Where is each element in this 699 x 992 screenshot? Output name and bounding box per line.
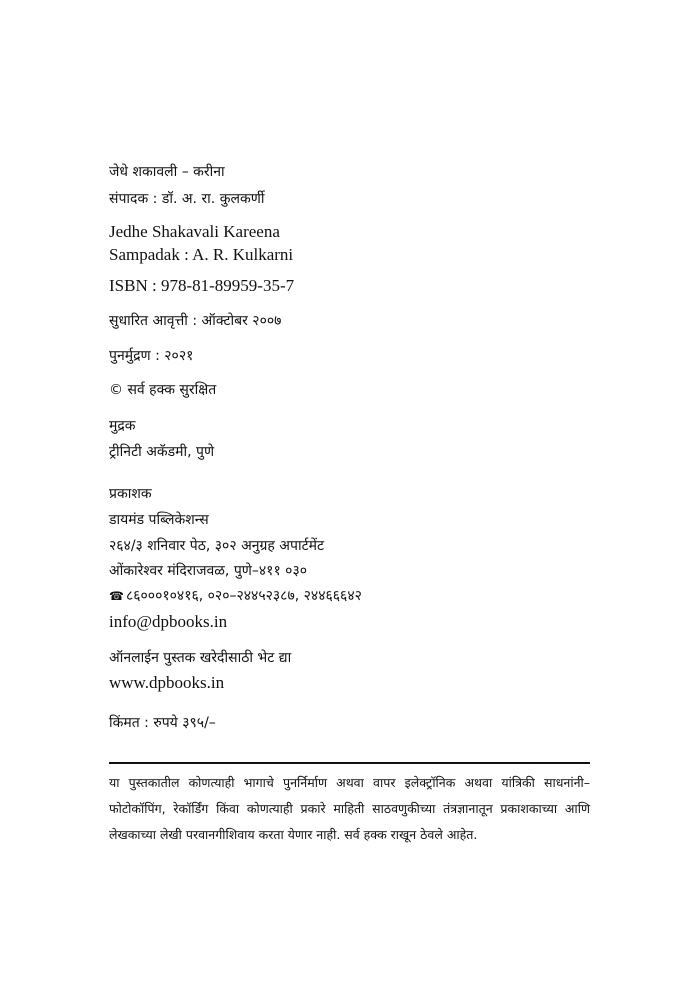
editor-marathi: संपादक : डॉ. अ. रा. कुलकर्णी (109, 191, 265, 207)
copyright-notice: © सर्व हक्क सुरक्षित (109, 382, 217, 398)
title-english: Jedhe Shakavali Kareena (109, 222, 280, 241)
publisher-label: प्रकाशक (109, 486, 152, 502)
divider (109, 762, 590, 764)
online-purchase-label: ऑनलाईन पुस्तक खरेदीसाठी भेट द्या (109, 650, 292, 666)
phone-numbers: ८६०००१०४१६, ०२०–२४४५२३८७, २४४६६६४२ (125, 588, 362, 604)
phone-icon: ☎ (109, 589, 124, 603)
email-link[interactable]: info@dpbooks.in (109, 612, 228, 631)
printer-label: मुद्रक (109, 418, 136, 434)
editor-english: Sampadak : A. R. Kulkarni (109, 245, 294, 264)
price: किंमत : रुपये ३९५/– (109, 715, 216, 731)
edition-info: सुधारित आवृत्ती : ऑक्टोबर २००७ (109, 313, 282, 329)
website-link[interactable]: www.dpbooks.in (109, 673, 225, 692)
address-line-1: २६४/३ शनिवार पेठ, ३०२ अनुग्रह अपार्टमेंट (109, 538, 325, 554)
publisher-name: डायमंड पब्लिकेशन्स (109, 512, 209, 528)
rights-notice: या पुस्तकातील कोणत्याही भागाचे पुनर्निर्माण अथवा वापर इलेक्ट्रॉनिक अथवा यांत्रिकी साधनांनी–फोटोकॉपिंग, रेकॉर्डिंग किंवा कोणत्याही प्रकारे माहिती साठवणुकीच्या तंत्रज्ञानातून प्रकाशकाच्या आणि लेखकाच्या लेखी परवानगीशिवाय करता येणार नाही. सर्व हक्क राखून ठेवले आहेत. (109, 775, 590, 842)
address-line-2: ओंकारेश्वर मंदिराजवळ, पुणे–४११ ०३० (109, 563, 308, 579)
isbn: ISBN : 978-81-89959-35-7 (109, 276, 295, 295)
title-marathi: जेधे शकावली – करीना (109, 164, 225, 180)
reprint-info: पुनर्मुद्रण : २०२१ (109, 348, 194, 364)
printer-name: ट्रीनिटी अकॅडमी, पुणे (109, 444, 215, 460)
phone-line (109, 586, 362, 605)
